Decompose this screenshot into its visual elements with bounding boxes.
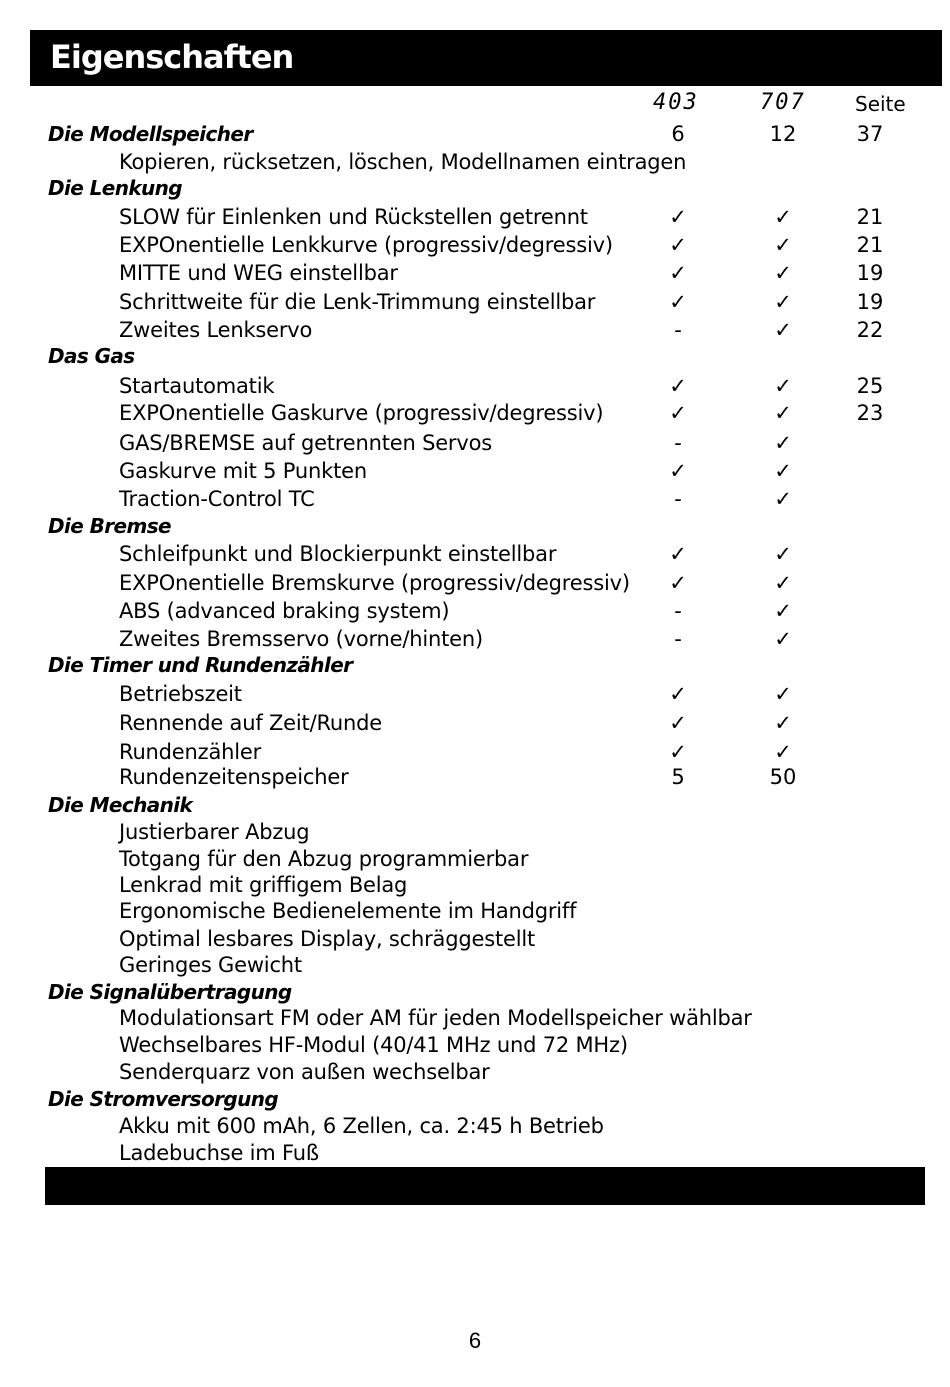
feature-row bbox=[0, 290, 950, 318]
feature-label: Rundenzeitenspeicher bbox=[119, 765, 349, 789]
feature-label: EXPOnentielle Bremskurve (progressiv/degressiv) bbox=[119, 571, 630, 595]
cell-seite: 25 bbox=[856, 374, 884, 398]
feature-row bbox=[0, 571, 950, 599]
section-heading: Die Lenkung bbox=[48, 176, 183, 200]
cell-707: ✓ bbox=[774, 318, 792, 342]
section-heading: Die Timer und Rundenzähler bbox=[48, 653, 353, 677]
feature-row bbox=[0, 318, 950, 346]
feature-row bbox=[0, 847, 950, 875]
cell-707: ✓ bbox=[774, 431, 792, 455]
cell-seite: 23 bbox=[856, 401, 884, 425]
cell-403: - bbox=[674, 627, 682, 651]
cell-403: - bbox=[674, 487, 682, 511]
cell-707: ✓ bbox=[774, 205, 792, 229]
cell-707: ✓ bbox=[774, 401, 792, 425]
cell-707: ✓ bbox=[774, 459, 792, 483]
feature-label: EXPOnentielle Gaskurve (progressiv/degressiv) bbox=[119, 401, 604, 425]
column-header-403: 403 bbox=[653, 90, 699, 115]
cell-seite: 37 bbox=[856, 122, 884, 146]
cell-707: ✓ bbox=[774, 627, 792, 651]
section-heading: Das Gas bbox=[48, 344, 135, 368]
cell-seite: 22 bbox=[856, 318, 884, 342]
cell-707: ✓ bbox=[774, 233, 792, 257]
feature-label: MITTE und WEG einstellbar bbox=[119, 261, 398, 285]
feature-row bbox=[0, 459, 950, 487]
cell-707: ✓ bbox=[774, 542, 792, 566]
feature-label: Rundenzähler bbox=[119, 740, 262, 764]
cell-403: ✓ bbox=[669, 233, 687, 257]
section-heading: Die Modellspeicher bbox=[48, 122, 253, 146]
cell-403: ✓ bbox=[669, 374, 687, 398]
section-heading-row bbox=[0, 1087, 950, 1115]
feature-label: Gaskurve mit 5 Punkten bbox=[119, 459, 367, 483]
feature-row bbox=[0, 599, 950, 627]
section-heading-row bbox=[0, 980, 950, 1008]
feature-row bbox=[0, 1060, 950, 1088]
cell-403: ✓ bbox=[669, 261, 687, 285]
feature-row bbox=[0, 150, 950, 178]
feature-row bbox=[0, 820, 950, 848]
feature-label: ABS (advanced braking system) bbox=[119, 599, 450, 623]
feature-label: Ladebuchse im Fuß bbox=[119, 1141, 319, 1165]
feature-row bbox=[0, 927, 950, 955]
feature-row bbox=[0, 431, 950, 459]
feature-row bbox=[0, 205, 950, 233]
feature-label: Betriebszeit bbox=[119, 682, 242, 706]
cell-403: - bbox=[674, 599, 682, 623]
cell-707: ✓ bbox=[774, 740, 792, 764]
feature-label: Senderquarz von außen wechselbar bbox=[119, 1060, 490, 1084]
feature-row bbox=[0, 740, 950, 768]
column-header-707: 707 bbox=[760, 90, 806, 115]
section-heading-row bbox=[0, 653, 950, 681]
feature-label: Kopieren, rücksetzen, löschen, Modellnamen eintragen bbox=[119, 150, 687, 174]
feature-row bbox=[0, 542, 950, 570]
feature-label: Zweites Lenkservo bbox=[119, 318, 313, 342]
cell-707: ✓ bbox=[774, 711, 792, 735]
feature-row bbox=[0, 765, 950, 793]
feature-row bbox=[0, 261, 950, 289]
feature-label: Ergonomische Bedienelemente im Handgriff bbox=[119, 899, 577, 923]
feature-label: Modulationsart FM oder AM für jeden Modellspeicher wählbar bbox=[119, 1006, 752, 1030]
feature-label: Geringes Gewicht bbox=[119, 953, 302, 977]
feature-row bbox=[0, 682, 950, 710]
cell-403: ✓ bbox=[669, 401, 687, 425]
column-header-seite: Seite bbox=[855, 92, 906, 116]
cell-707: ✓ bbox=[774, 599, 792, 623]
section-heading-row bbox=[0, 122, 950, 150]
cell-403: ✓ bbox=[669, 205, 687, 229]
feature-row bbox=[0, 627, 950, 655]
feature-label: Rennende auf Zeit/Runde bbox=[119, 711, 382, 735]
cell-707: ✓ bbox=[774, 261, 792, 285]
feature-label: SLOW für Einlenken und Rückstellen getrennt bbox=[119, 205, 588, 229]
cell-403: 5 bbox=[671, 765, 685, 789]
feature-label: Zweites Bremsservo (vorne/hinten) bbox=[119, 627, 483, 651]
cell-403: ✓ bbox=[669, 542, 687, 566]
cell-403: ✓ bbox=[669, 290, 687, 314]
cell-403: - bbox=[674, 431, 682, 455]
cell-seite: 19 bbox=[856, 290, 884, 314]
cell-707: ✓ bbox=[774, 487, 792, 511]
bottom-bar bbox=[45, 1167, 925, 1205]
cell-403: 6 bbox=[671, 122, 685, 146]
cell-707: ✓ bbox=[774, 374, 792, 398]
feature-row bbox=[0, 899, 950, 927]
feature-row bbox=[0, 401, 950, 429]
section-heading: Die Stromversorgung bbox=[48, 1087, 279, 1111]
section-heading-row bbox=[0, 793, 950, 821]
feature-label: Optimal lesbares Display, schräggestellt bbox=[119, 927, 535, 951]
feature-label: Traction-Control TC bbox=[119, 487, 315, 511]
feature-row bbox=[0, 873, 950, 901]
cell-seite: 19 bbox=[856, 261, 884, 285]
cell-403: ✓ bbox=[669, 571, 687, 595]
feature-label: Schleifpunkt und Blockierpunkt einstellbar bbox=[119, 542, 557, 566]
feature-label: Startautomatik bbox=[119, 374, 275, 398]
cell-403: ✓ bbox=[669, 682, 687, 706]
cell-seite: 21 bbox=[856, 233, 884, 257]
feature-row bbox=[0, 233, 950, 261]
feature-row bbox=[0, 1033, 950, 1061]
page-title: Eigenschaften bbox=[50, 38, 294, 76]
section-heading-row bbox=[0, 176, 950, 204]
feature-row bbox=[0, 1006, 950, 1034]
cell-707: ✓ bbox=[774, 571, 792, 595]
cell-707: 50 bbox=[769, 765, 797, 789]
cell-707: ✓ bbox=[774, 682, 792, 706]
section-heading: Die Signalübertragung bbox=[48, 980, 292, 1004]
feature-label: Totgang für den Abzug programmierbar bbox=[119, 847, 529, 871]
feature-row bbox=[0, 1114, 950, 1142]
page-number: 6 bbox=[468, 1328, 482, 1353]
cell-403: ✓ bbox=[669, 711, 687, 735]
feature-row bbox=[0, 953, 950, 981]
cell-403: - bbox=[674, 318, 682, 342]
cell-707: ✓ bbox=[774, 290, 792, 314]
section-heading: Die Bremse bbox=[48, 514, 171, 538]
feature-label: Justierbarer Abzug bbox=[119, 820, 310, 844]
cell-seite: 21 bbox=[856, 205, 884, 229]
feature-row bbox=[0, 711, 950, 739]
section-heading-row bbox=[0, 514, 950, 542]
feature-row bbox=[0, 1141, 950, 1169]
section-heading: Die Mechanik bbox=[48, 793, 193, 817]
feature-label: Schrittweite für die Lenk-Trimmung einstellbar bbox=[119, 290, 596, 314]
feature-label: GAS/BREMSE auf getrennten Servos bbox=[119, 431, 492, 455]
title-bar bbox=[30, 30, 942, 86]
section-heading-row bbox=[0, 344, 950, 372]
feature-row bbox=[0, 374, 950, 402]
feature-label: Akku mit 600 mAh, 6 Zellen, ca. 2:45 h Betrieb bbox=[119, 1114, 604, 1138]
feature-row bbox=[0, 487, 950, 515]
cell-707: 12 bbox=[769, 122, 797, 146]
feature-label: Wechselbares HF-Modul (40/41 MHz und 72 MHz) bbox=[119, 1033, 628, 1057]
cell-403: ✓ bbox=[669, 459, 687, 483]
feature-label: Lenkrad mit griffigem Belag bbox=[119, 873, 408, 897]
feature-label: EXPOnentielle Lenkkurve (progressiv/degressiv) bbox=[119, 233, 613, 257]
cell-403: ✓ bbox=[669, 740, 687, 764]
